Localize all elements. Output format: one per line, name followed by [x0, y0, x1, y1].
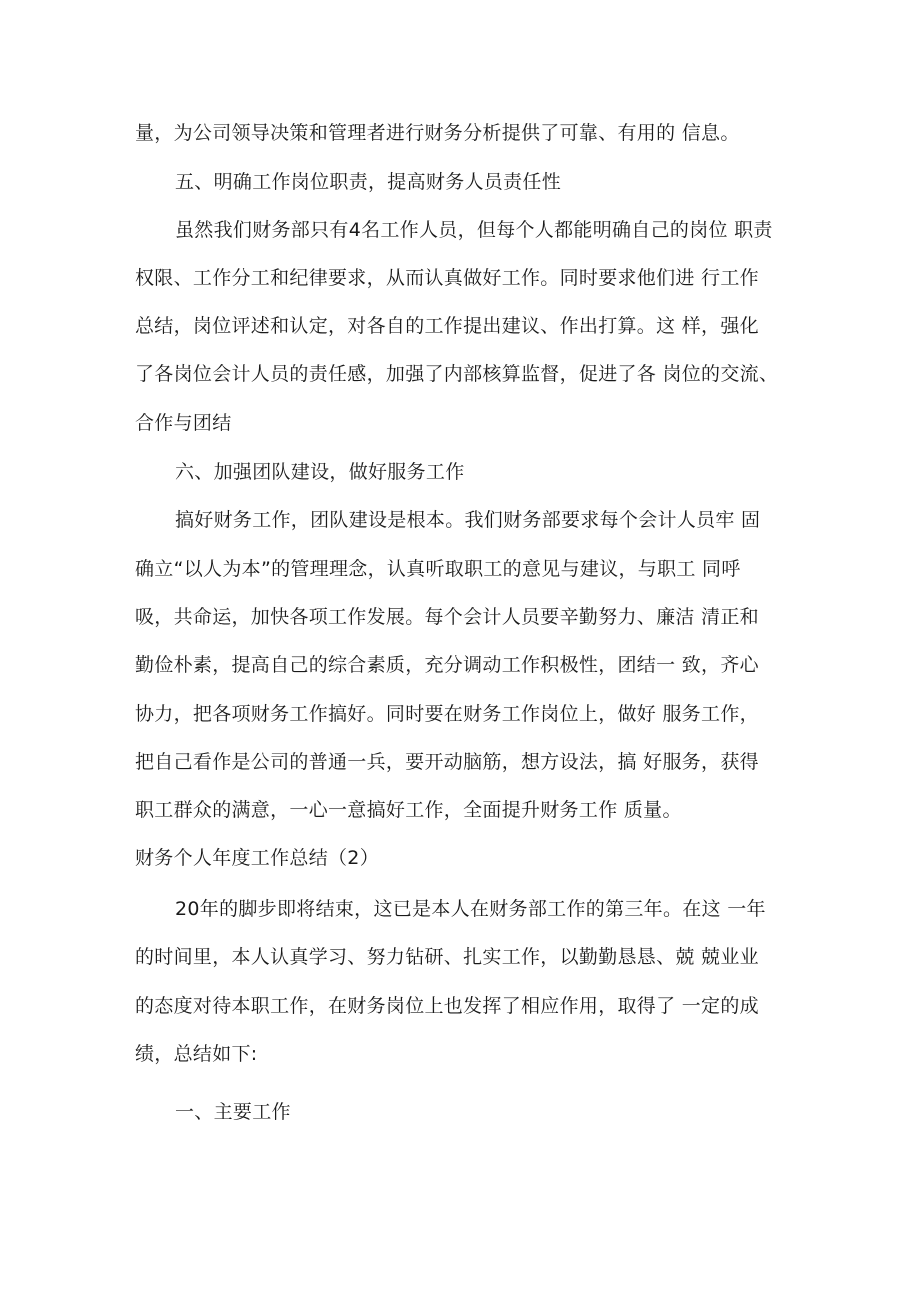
- paragraph-line: 职工群众的满意，一心一意搞好工作，全面提升财务工作 质量。: [135, 799, 682, 821]
- paragraph-line: 把自己看作是公司的普通一兵，要开动脑筋，想方设法，搞 好服务，获得: [135, 751, 759, 773]
- paragraph-line: 绩，总结如下:: [135, 1043, 258, 1065]
- paragraph-line: 吸，共命运，加快各项工作发展。每个会计人员要辛勤努力、廉洁 清正和: [135, 606, 759, 628]
- section-heading: 五、明确工作岗位职责，提高财务人员责任性: [175, 171, 562, 193]
- section-heading: 六、加强团队建设，做好服务工作: [175, 461, 465, 483]
- paragraph-line: 量，为公司领导决策和管理者进行财务分析提供了可靠、有用的 信息。: [135, 122, 740, 144]
- paragraph-line: 的时间里，本人认真学习、努力钻研、扎实工作，以勤勤恳恳、兢 兢业业: [135, 946, 759, 968]
- paragraph-line: 了各岗位会计人员的责任感，加强了内部核算监督，促进了各 岗位的交流、: [135, 363, 779, 385]
- paragraph-line: 的态度对待本职工作，在财务岗位上也发挥了相应作用，取得了 一定的成: [135, 995, 759, 1017]
- document-title: 财务个人年度工作总结（2）: [135, 847, 379, 869]
- section-heading: 一、主要工作: [175, 1101, 291, 1123]
- paragraph-line: 勤俭朴素，提高自己的综合素质，充分调动工作积极性，团结一 致，齐心: [135, 654, 759, 676]
- paragraph-line: 20年的脚步即将结束，这已是本人在财务部工作的第三年。在这 一年: [175, 898, 766, 920]
- paragraph-line: 总结，岗位评述和认定，对各自的工作提出建议、作出打算。这 样，强化: [135, 315, 759, 337]
- paragraph-line: 搞好财务工作，团队建设是根本。我们财务部要求每个会计人员牢 固: [175, 509, 761, 531]
- paragraph-line: 协力，把各项财务工作搞好。同时要在财务工作岗位上，做好 服务工作，: [135, 703, 759, 725]
- paragraph-line: 虽然我们财务部只有4名工作人员，但每个人都能明确自己的岗位 职责: [175, 219, 773, 241]
- paragraph-line: 合作与团结: [135, 412, 232, 434]
- paragraph-line: 确立“以人为本”的管理理念，认真听取职工的意见与建议，与职工 同呼: [135, 558, 741, 580]
- paragraph-line: 权限、工作分工和纪律要求，从而认真做好工作。同时要求他们进 行工作: [135, 267, 759, 289]
